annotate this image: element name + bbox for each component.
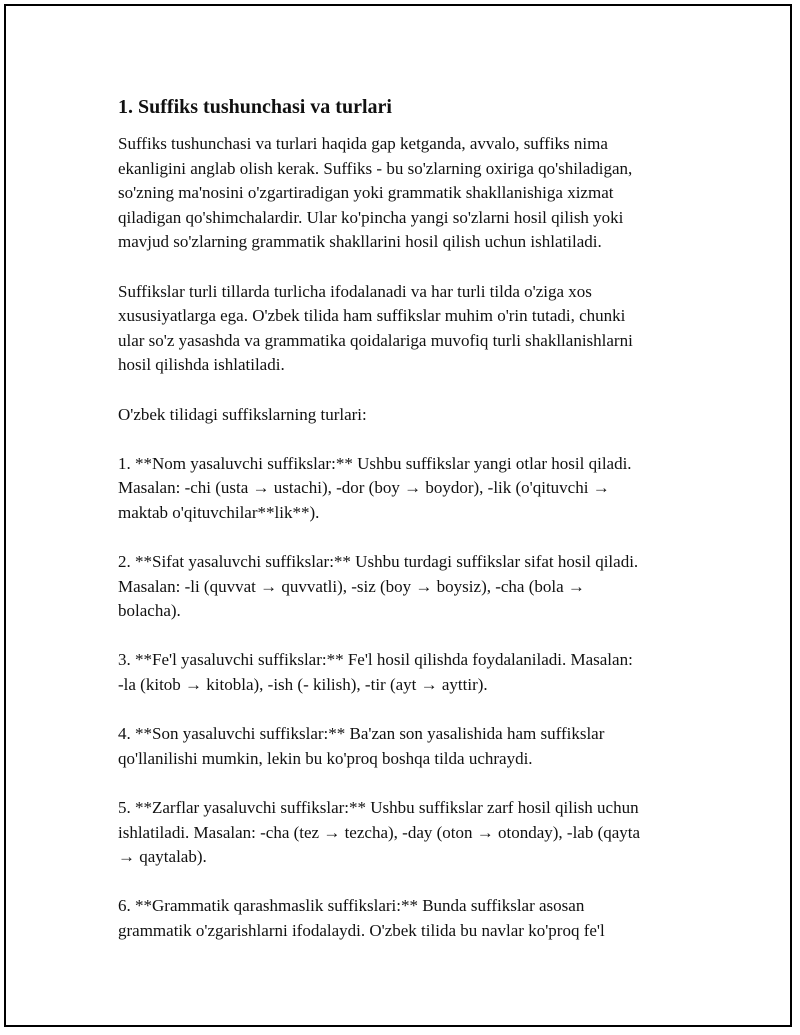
text-line: so'zning ma'nosini o'zgartiradigan yoki grammatik shakllanishiga xizmat: [118, 183, 614, 203]
text-line: Suffikslar turli tillarda turlicha ifodalanadi va har turli tilda o'ziga xos: [118, 281, 592, 301]
text-line: mavjud so'zlarning grammatik shakllarini hosil qilish uchun ishlatiladi.: [118, 232, 602, 252]
text-line: ular so'z yasashda va grammatika qoidalariga muvofiq turli shakllanishlarni: [118, 330, 633, 350]
text-line: → qaytalab).: [118, 847, 207, 867]
text-line: -la (kitob → kitobla), -ish (- kilish), -tir (ayt → ayttir).: [118, 675, 488, 695]
paragraph: [118, 550, 698, 624]
paragraph: [118, 648, 698, 697]
text-line: Masalan: -li (quvvat → quvvatli), -siz (boy → boysiz), -cha (bola →: [118, 576, 585, 596]
text-line: 6. **Grammatik qarashmaslik suffikslari:** Bunda suffikslar asosan: [118, 896, 585, 916]
text-line: Suffiks tushunchasi va turlari haqida gap ketganda, avvalo, suffiks nima: [118, 134, 608, 153]
text-line: hosil qilishda ishlatiladi.: [118, 355, 285, 375]
paragraph: [118, 722, 698, 771]
text-line: 1. **Nom yasaluvchi suffikslar:** Ushbu suffikslar yangi otlar hosil qiladi.: [118, 453, 632, 473]
document-body: [118, 94, 698, 968]
paragraph: [118, 280, 698, 378]
text-line: O'zbek tilidagi suffikslarning turlari:: [118, 404, 367, 424]
text-line: grammatik o'zgarishlarni ifodalaydi. O'zbek tilida bu navlar ko'proq fe'l: [118, 921, 605, 940]
text-line: ekanligini anglab olish kerak. Suffiks - bu so'zlarning oxiriga qo'shiladigan,: [118, 158, 633, 178]
paragraph: [118, 452, 698, 526]
text-line: qiladigan qo'shimchalardir. Ular ko'pincha yangi so'zlarni hosil qilish yoki: [118, 207, 624, 227]
paragraph: [118, 894, 698, 943]
text-line: Masalan: -chi (usta → ustachi), -dor (boy → boydor), -lik (o'qituvchi →: [118, 478, 610, 498]
text-line: 3. **Fe'l yasaluvchi suffikslar:** Fe'l hosil qilishda foydalaniladi. Masalan:: [118, 650, 633, 670]
text-line: xususiyatlarga ega. O'zbek tilida ham suffikslar muhim o'rin tutadi, chunki: [118, 306, 626, 326]
paragraph: [118, 796, 698, 870]
paragraph: [118, 132, 698, 255]
text-line: bolacha).: [118, 601, 181, 621]
text-line: maktab o'qituvchilar**lik**).: [118, 502, 320, 522]
text-line: 4. **Son yasaluvchi suffikslar:** Ba'zan son yasalishida ham suffikslar: [118, 724, 605, 744]
text-line: ishlatiladi. Masalan: -cha (tez → tezcha), -day (oton → otonday), -lab (qayta: [118, 822, 641, 842]
paragraph: [118, 403, 698, 428]
section-title: 1. Suffiks tushunchasi va turlari: [118, 96, 392, 118]
text-line: 2. **Sifat yasaluvchi suffikslar:** Ushbu turdagi suffikslar sifat hosil qiladi.: [118, 552, 639, 572]
text-line: qo'llanilishi mumkin, lekin bu ko'proq boshqa tilda uchraydi.: [118, 748, 533, 768]
paragraph-list: [118, 132, 698, 944]
text-line: 5. **Zarflar yasaluvchi suffikslar:** Ushbu suffikslar zarf hosil qilish uchun: [118, 798, 639, 818]
